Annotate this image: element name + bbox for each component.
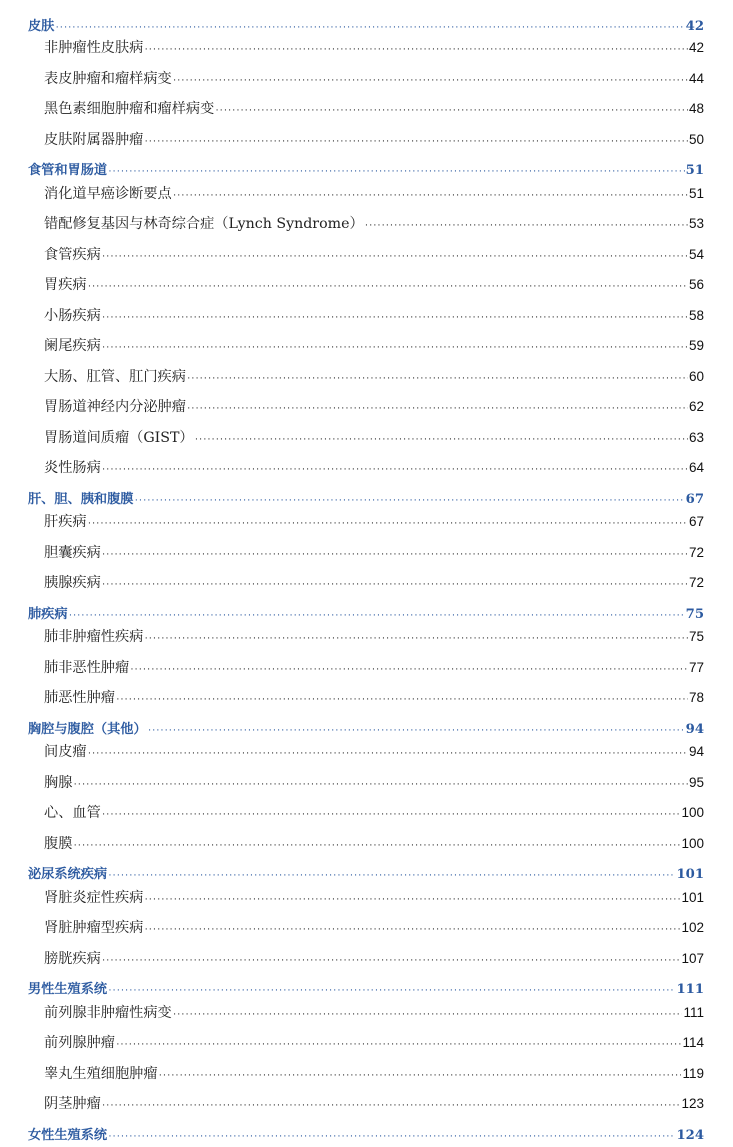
entry-title: 非肿瘤性皮肤病 [44,40,144,56]
entry-page-number: 94 [688,744,704,759]
entry-page-number: 54 [688,246,704,262]
entry-page-number: 111 [683,1004,704,1020]
dot-leader [73,840,680,851]
toc-section [28,718,704,864]
entry-title: 间皮瘤 [44,744,87,760]
entry-title: 胃肠道间质瘤（GIST） [44,429,194,446]
dot-leader [69,610,685,621]
dot-leader [102,464,688,475]
entry-page-number: 53 [688,216,704,231]
toc-section-heading[interactable] [28,488,704,512]
entry-title: 肺恶性肿瘤 [44,690,115,706]
toc-entry[interactable] [28,1002,704,1033]
entry-page-number: 67 [688,514,704,529]
section-title: 女性生殖系统 [28,1127,108,1143]
dot-leader [144,136,688,147]
entry-page-number: 102 [681,920,704,935]
dot-leader [116,694,688,705]
toc-entry[interactable] [28,657,704,688]
dot-leader [102,342,688,353]
entry-page-number: 59 [688,338,704,353]
section-page-number: 51 [685,163,704,178]
toc-entry[interactable] [28,572,704,603]
dot-leader [148,725,685,736]
entry-title: 阴茎肿瘤 [44,1096,101,1112]
dot-leader [144,633,688,644]
entry-title: 膀胱疾病 [44,950,101,967]
entry-title: 腹膜 [44,835,73,852]
entry-title: 表皮肿瘤和瘤样病变 [44,70,172,87]
entry-title: 胃疾病 [44,277,87,293]
entry-title: 前列腺肿瘤 [44,1035,115,1051]
dot-leader [102,251,688,262]
toc-section-heading[interactable] [28,159,704,183]
entry-page-number: 58 [688,307,704,323]
entry-title: 小肠疾病 [44,307,101,324]
toc-section [28,159,704,488]
toc-section [28,488,704,603]
toc-entry[interactable] [28,1063,704,1094]
toc-entry[interactable] [28,542,704,573]
dot-leader [102,955,681,966]
toc-section [28,15,704,159]
toc-entry[interactable] [28,274,704,305]
entry-title: 睾丸生殖细胞肿瘤 [44,1065,158,1082]
toc-entry[interactable] [28,335,704,366]
toc-entry[interactable] [28,833,704,864]
entry-page-number: 100 [681,835,704,851]
entry-title: 肝疾病 [44,514,87,530]
toc-section [28,1124,704,1147]
toc-entry[interactable] [28,741,704,772]
section-title: 肝、胆、胰和腹膜 [28,491,134,507]
toc-entry[interactable] [28,244,704,275]
toc-entry[interactable] [28,1093,704,1124]
toc-section [28,978,704,1124]
entry-page-number: 50 [688,131,704,147]
entry-page-number: 78 [688,690,704,705]
entry-page-number: 62 [688,399,704,414]
entry-title: 胃肠道神经内分泌肿瘤 [44,399,186,415]
dot-leader [73,779,688,790]
toc-entry[interactable] [28,37,704,68]
dot-leader [102,312,688,323]
toc-entry[interactable] [28,457,704,488]
toc-entry[interactable] [28,948,704,979]
section-title: 皮肤 [28,19,55,34]
dot-leader [144,894,680,905]
section-page-number: 124 [676,1127,704,1143]
dot-leader [102,549,688,560]
dot-leader [102,809,681,820]
entry-page-number: 107 [681,950,704,966]
entry-page-number: 77 [688,659,704,675]
toc-section-heading[interactable] [28,978,704,1002]
dot-leader [108,1131,675,1142]
section-title: 男性生殖系统 [28,982,108,997]
entry-title: 黑色素细胞肿瘤和瘤样病变 [44,101,215,117]
toc-entry[interactable] [28,396,704,427]
entry-title: 前列腺非肿瘤性病变 [44,1004,172,1021]
entry-page-number: 100 [681,805,704,820]
toc-entry[interactable] [28,687,704,718]
dot-leader [108,166,685,177]
dot-leader [108,870,675,881]
dot-leader [144,924,680,935]
toc-entry[interactable] [28,98,704,129]
entry-page-number: 60 [688,368,704,384]
dot-leader [108,985,675,996]
toc-entry[interactable] [28,183,704,214]
entry-page-number: 51 [688,185,704,201]
entry-page-number: 48 [688,101,704,116]
dot-leader [135,495,685,506]
dot-leader [187,373,688,384]
entry-title: 炎性肠病 [44,460,101,476]
toc-entry[interactable] [28,772,704,803]
entry-title: 肺非肿瘤性疾病 [44,629,144,645]
section-page-number: 111 [676,982,704,997]
entry-title: 阑尾疾病 [44,338,101,354]
entry-title: 胆囊疾病 [44,544,101,561]
entry-title: 肺非恶性肿瘤 [44,659,130,676]
dot-leader [365,220,688,231]
dot-leader [88,518,688,529]
dot-leader [55,22,684,33]
dot-leader [102,579,688,590]
entry-page-number: 42 [688,40,704,55]
entry-title: 胸腺 [44,774,73,791]
section-title: 泌尿系统疾病 [28,867,108,882]
entry-page-number: 72 [688,575,704,590]
entry-page-number: 95 [688,774,704,790]
toc-entry[interactable] [28,626,704,657]
entry-page-number: 119 [682,1065,704,1081]
entry-title: 肾脏肿瘤型疾病 [44,920,144,936]
toc-entry[interactable] [28,887,704,918]
toc-entry[interactable] [28,129,704,160]
dot-leader [159,1070,682,1081]
toc-entry[interactable] [28,1032,704,1063]
entry-page-number: 64 [688,460,704,475]
section-title: 胸腔与腹腔（其他） [28,721,147,737]
entry-title: 大肠、肛管、肛门疾病 [44,368,186,385]
dot-leader [130,664,688,675]
dot-leader [116,1039,682,1050]
dot-leader [187,403,688,414]
toc-section-heading[interactable] [28,603,704,627]
dot-leader [173,190,688,201]
entry-page-number: 101 [681,889,704,905]
entry-title: 错配修复基因与林奇综合症（Lynch Syndrome） [44,216,364,232]
entry-title: 肾脏炎症性疾病 [44,889,144,906]
dot-leader [195,434,688,445]
entry-page-number: 114 [682,1035,704,1050]
toc-entry[interactable] [28,68,704,99]
toc-entry[interactable] [28,802,704,833]
toc-section-heading[interactable] [28,718,704,742]
dot-leader [102,1100,681,1111]
entry-title: 胰腺疾病 [44,575,101,591]
dot-leader [173,75,688,86]
section-page-number: 75 [685,606,704,622]
dot-leader [144,44,688,55]
toc-entry[interactable] [28,366,704,397]
entry-page-number: 75 [688,629,704,644]
section-page-number: 42 [685,19,704,34]
toc-section-heading[interactable] [28,15,704,37]
toc-section [28,603,704,718]
entry-title: 消化道早癌诊断要点 [44,185,172,202]
section-page-number: 101 [676,867,704,882]
toc-entry[interactable] [28,511,704,542]
toc-entry[interactable] [28,427,704,458]
section-page-number: 94 [685,721,704,737]
toc-entry[interactable] [28,305,704,336]
dot-leader [88,748,688,759]
entry-page-number: 44 [688,70,704,86]
entry-page-number: 72 [688,544,704,560]
entry-page-number: 123 [681,1096,704,1111]
entry-page-number: 56 [688,277,704,292]
toc-section [28,863,704,978]
dot-leader [88,281,688,292]
toc-entry[interactable] [28,917,704,948]
section-page-number: 67 [685,491,704,507]
section-title: 肺疾病 [28,606,68,622]
entry-title: 食管疾病 [44,246,101,263]
entry-page-number: 63 [688,429,704,445]
dot-leader [215,105,688,116]
toc-entry[interactable] [28,213,704,244]
entry-title: 心、血管 [44,805,101,821]
toc-section-heading[interactable] [28,863,704,887]
dot-leader [173,1009,683,1020]
table-of-contents [28,15,704,1147]
entry-title: 皮肤附属器肿瘤 [44,131,144,148]
section-title: 食管和胃肠道 [28,163,108,178]
toc-section-heading[interactable] [28,1124,704,1147]
